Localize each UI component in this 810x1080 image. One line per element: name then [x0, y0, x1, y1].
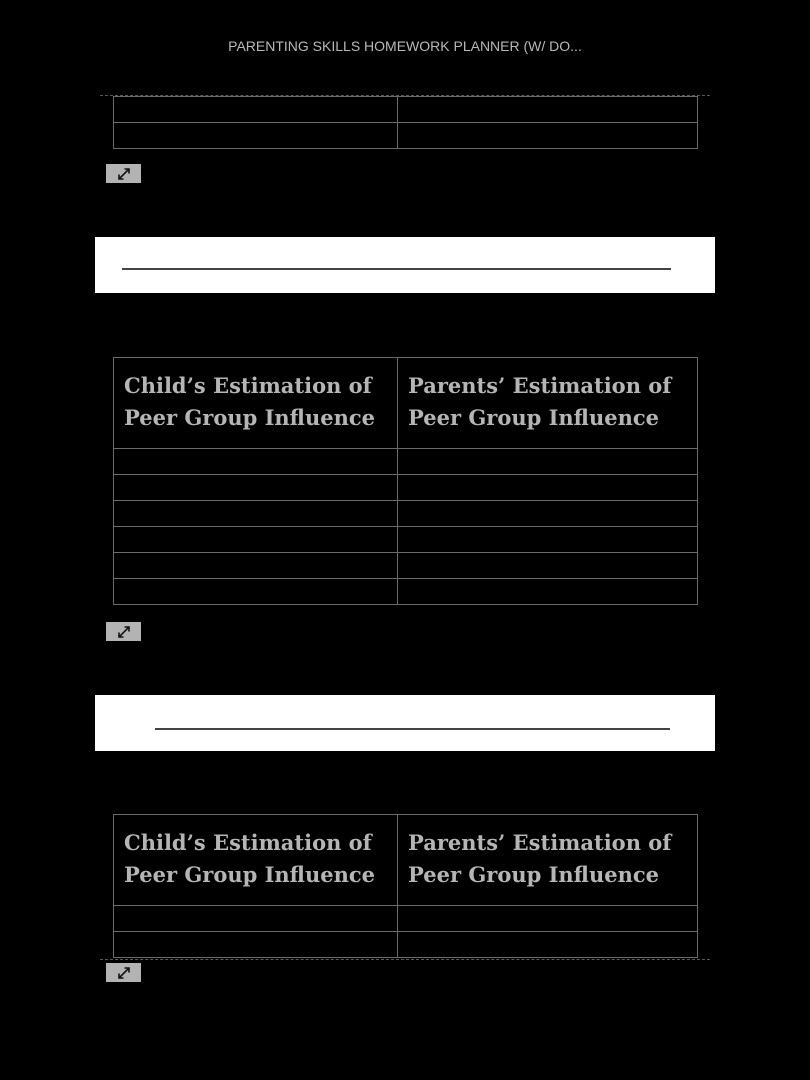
table-1: [113, 96, 698, 149]
table-cell: [114, 97, 398, 123]
table-cell: [398, 449, 698, 475]
page-bottom-edge: [100, 959, 710, 960]
table-header-row: [114, 358, 698, 449]
table-row: [114, 501, 698, 527]
column-header-child-estimation: Child’s Estimation of Peer Group Influence: [114, 358, 398, 449]
table-3: [113, 814, 698, 958]
table-header-row: [114, 815, 698, 906]
fill-in-line-band-1: [95, 237, 715, 293]
table-cell: [398, 906, 698, 932]
fill-in-line: [155, 728, 670, 730]
table-cell: [398, 553, 698, 579]
table-2: [113, 357, 698, 605]
table-cell: [114, 553, 398, 579]
document-title: PARENTING SKILLS HOMEWORK PLANNER (W/ DO...: [228, 38, 582, 54]
table-cell: [398, 501, 698, 527]
table-cell: [114, 906, 398, 932]
table-row: [114, 97, 698, 123]
table-cell: [398, 123, 698, 149]
table-cell: [114, 123, 398, 149]
fill-in-line: [122, 268, 671, 270]
table-cell: [114, 475, 398, 501]
table-cell: [398, 579, 698, 605]
column-header-parents-estimation: Parents’ Estimation of Peer Group Influence: [398, 358, 698, 449]
fill-in-line-band-2: [95, 695, 715, 751]
expand-table-1-button[interactable]: [106, 164, 141, 183]
table-cell: [398, 527, 698, 553]
expand-arrows-icon: [116, 167, 132, 181]
table-row: [114, 123, 698, 149]
table-cell: [398, 97, 698, 123]
expand-table-3-button[interactable]: [106, 963, 141, 982]
table-cell: [398, 932, 698, 958]
table-cell: [398, 475, 698, 501]
table-row: [114, 579, 698, 605]
column-header-parents-estimation: Parents’ Estimation of Peer Group Influence: [398, 815, 698, 906]
table-row: [114, 553, 698, 579]
table-row: [114, 475, 698, 501]
table-row: [114, 527, 698, 553]
table-row: [114, 449, 698, 475]
table-cell: [114, 932, 398, 958]
table-cell: [114, 449, 398, 475]
column-header-child-estimation: Child’s Estimation of Peer Group Influence: [114, 815, 398, 906]
table-row: [114, 906, 698, 932]
expand-arrows-icon: [116, 625, 132, 639]
table-cell: [114, 501, 398, 527]
table-cell: [114, 579, 398, 605]
table-row: [114, 932, 698, 958]
expand-table-2-button[interactable]: [106, 622, 141, 641]
expand-arrows-icon: [116, 966, 132, 980]
table-cell: [114, 527, 398, 553]
